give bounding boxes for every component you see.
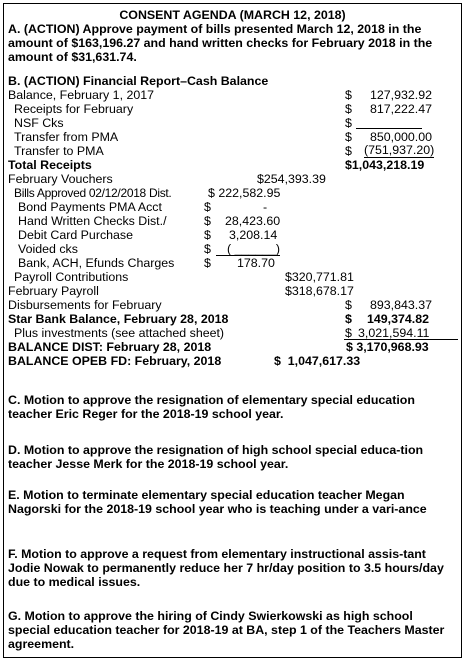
agenda-title: CONSENT AGENDA (MARCH 12, 2018): [119, 8, 346, 22]
row-label-balance-feb1: Balance, February 1, 2017: [8, 88, 155, 102]
row-amount-balance-opeb: $ 1,047,617.33: [274, 354, 361, 368]
row-amount-balance-dist: $ 3,170,968.93: [346, 340, 429, 354]
row-dollar-transfer-to: $: [345, 144, 352, 158]
row-amount-feb-vouchers: $254,393.39: [257, 172, 326, 186]
row-amount-voided: ( ______): [227, 242, 281, 256]
row-label-bills-approved: Bills Approved 02/12/2018 Dist.: [14, 186, 172, 200]
row-label-total-receipts: Total Receipts: [8, 158, 92, 172]
item-g-text: G. Motion to approve the hiring of Cindy Swierkowski as high school special education teacher for 2018-19 at BA, step 1 of the Teachers Master agreement.: [8, 609, 445, 651]
row-amount-plus-investments: 3,021,594.11: [358, 326, 430, 340]
row-amount-total-receipts: $1,043,218.19: [345, 158, 425, 172]
row-label-plus-investments: Plus investments (see attached sheet): [14, 326, 225, 340]
row-dollar-voided: $: [204, 242, 211, 256]
item-b-heading: B. (ACTION) Financial Report–Cash Balance: [8, 74, 269, 88]
row-dollar-star-bank: $: [345, 312, 352, 326]
row-dollar-nsf: $: [345, 116, 352, 130]
row-label-star-bank: Star Bank Balance, February 28, 2018: [8, 312, 229, 326]
consent-agenda-box: [3, 3, 462, 658]
row-amount-bills-approved: $ 222,582.95: [208, 186, 281, 200]
row-dollar-balance-feb1: $: [345, 88, 352, 102]
row-amount-receipts: 817,222.47: [370, 102, 433, 116]
bank-ach-rule: [216, 255, 280, 256]
row-amount-payroll-contrib: $320,771.81: [285, 270, 354, 284]
row-label-receipts: Receipts for February: [14, 102, 134, 116]
row-dollar-bank-ach: $: [204, 256, 211, 270]
row-label-debit-card: Debit Card Purchase: [18, 228, 134, 242]
row-amount-feb-payroll: $318,678.17: [285, 284, 354, 298]
row-amount-bank-ach: 178.70: [237, 256, 275, 270]
item-a-text: A. (ACTION) Approve payment of bills presented March 12, 2018 in the amount of $163,196.27 and hand written checks for February 2018 in the amount of $31,631.74.: [8, 22, 433, 64]
row-dollar-debit-card: $: [204, 228, 211, 242]
row-label-hand-written: Hand Written Checks Dist./: [18, 214, 167, 228]
row-dollar-receipts: $: [345, 102, 352, 116]
row-label-balance-opeb: BALANCE OPEB FD: February, 2018: [8, 354, 222, 368]
row-dollar-disbursements: $: [345, 298, 352, 312]
row-dollar-bond-payments: $: [204, 200, 211, 214]
row-label-bond-payments: Bond Payments PMA Acct: [18, 200, 162, 214]
row-dollar-hand-written: $: [204, 214, 211, 228]
row-label-feb-payroll: February Payroll: [8, 284, 99, 298]
item-e-text: E. Motion to terminate elementary special education teacher Megan Nagorski for the 2018-19 school year who is teaching under a vari-ance: [8, 488, 427, 516]
row-dollar-plus-investments: $: [345, 326, 352, 340]
row-amount-transfer-to: (751,937.20): [364, 143, 435, 157]
row-label-bank-ach: Bank, ACH, Efunds Charges: [18, 256, 175, 270]
nsf-blank-line: [356, 128, 422, 129]
item-d-text: D. Motion to approve the resignation of high school special educa-tion teacher Jesse Merk for the 2018-19 school year.: [8, 443, 424, 471]
row-label-transfer-from: Transfer from PMA: [14, 130, 119, 144]
row-label-voided: Voided cks: [18, 242, 78, 256]
row-amount-debit-card: 3,208.14: [229, 228, 278, 242]
row-dollar-transfer-from: $: [345, 130, 352, 144]
row-amount-bond-payments: -: [263, 200, 268, 214]
row-label-feb-vouchers: February Vouchers: [8, 172, 113, 186]
row-label-transfer-to: Transfer to PMA: [14, 144, 104, 158]
row-amount-transfer-from: 850,000.00: [370, 130, 433, 144]
row-label-disbursements: Disbursements for February: [8, 298, 162, 312]
row-label-nsf: NSF Cks: [14, 116, 64, 130]
row-label-balance-dist: BALANCE DIST: February 28, 2018: [8, 340, 212, 354]
row-label-payroll-contrib: Payroll Contributions: [14, 270, 129, 284]
row-amount-disbursements: 893,843.37: [370, 298, 433, 312]
row-amount-hand-written: 28,423.60: [225, 214, 281, 228]
row-amount-balance-feb1: 127,932.92: [370, 88, 433, 102]
item-f-text: F. Motion to approve a request from elementary instructional assis-tant Jodie Nowak to permanently reduce her 7 hr/day position to 3.5 hours/day due to medical issues.: [8, 547, 444, 589]
row-amount-star-bank: 149,374.82: [367, 312, 430, 326]
item-c-text: C. Motion to approve the resignation of elementary special education teacher Eric Reger for the 2018-19 school year.: [8, 393, 415, 421]
